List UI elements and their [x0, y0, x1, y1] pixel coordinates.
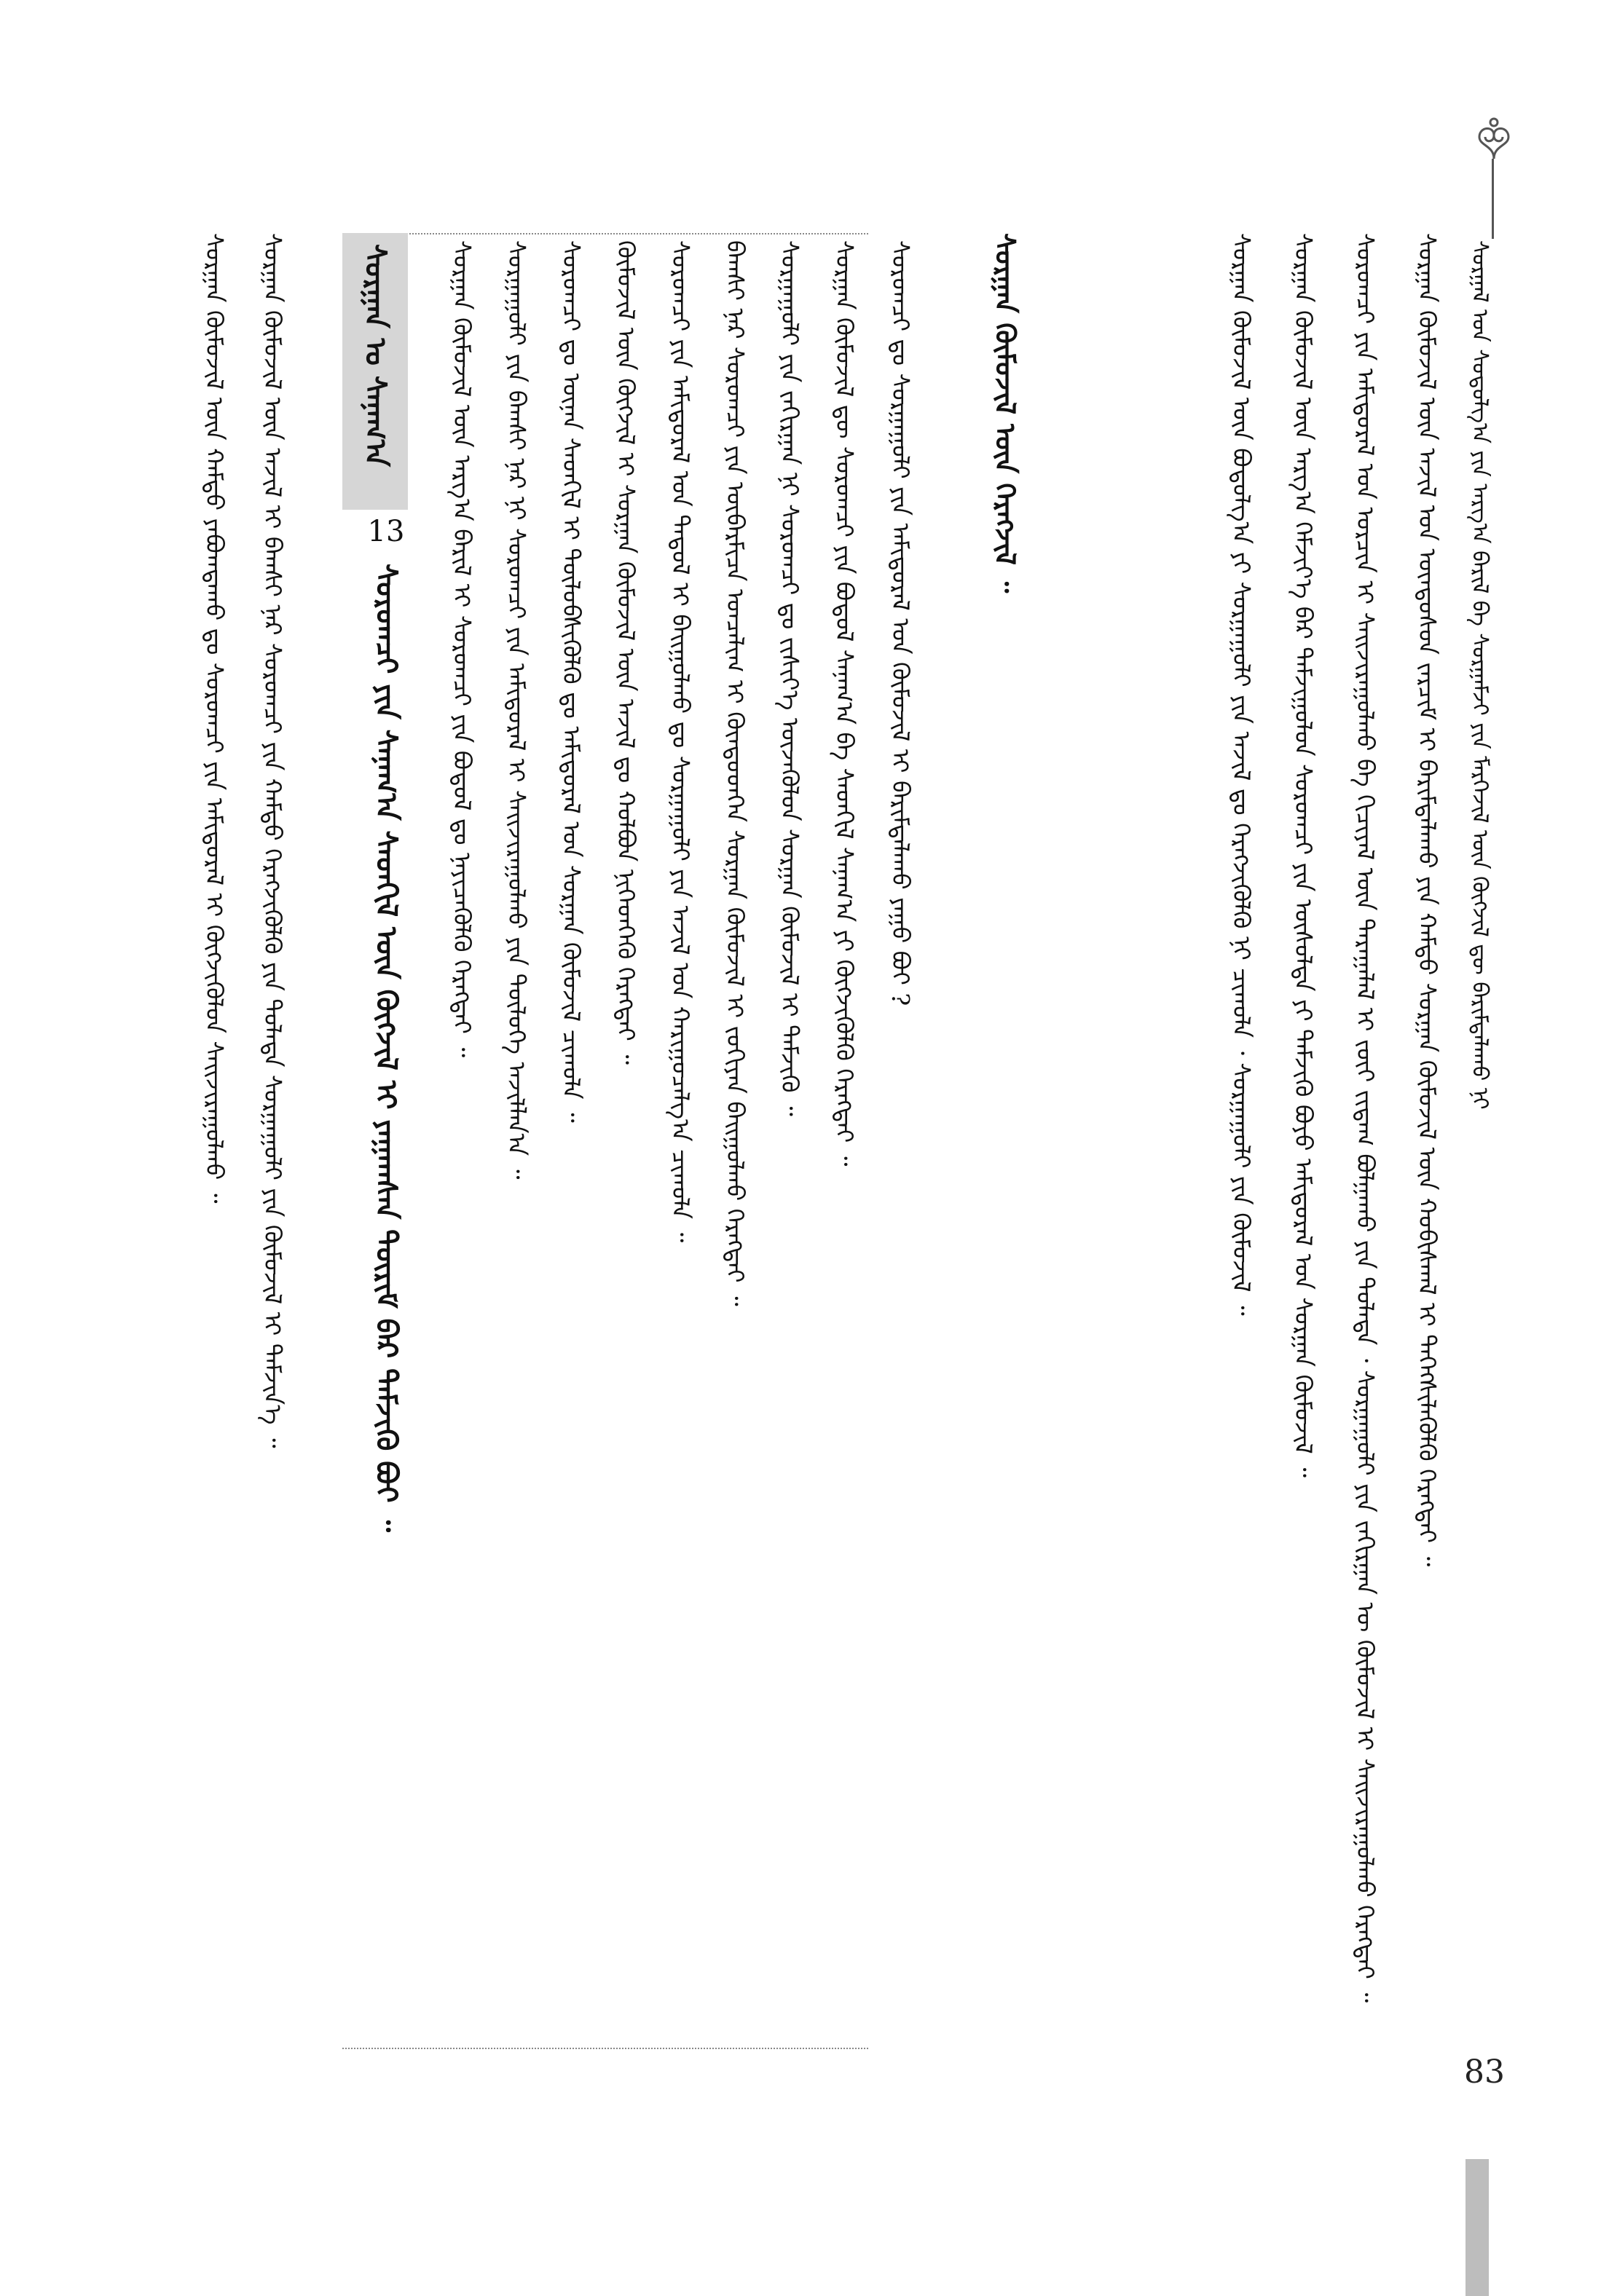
box-label: ᠰᠤᠷᠭᠠᠨ ᠤ ᠰᠠᠨᠠᠭ᠎ᠠ — [358, 244, 393, 467]
paragraph-line: ᠰᠤᠷᠭᠠᠨ ᠬᠦᠮᠦᠵᠢᠯ ᠦᠨ ᠬᠠᠮᠲᠤ ᠶᠠᠪᠤᠭᠳᠠᠬᠤ ᠳᠤ ᠰᠤᠷᠤᠭᠴᠢ ᠶᠢᠨ ᠠᠮᠢᠳᠤᠷᠠᠯ ᠢ ᠬᠥᠭᠵᠢᠭᠦᠯᠦᠨ ᠰᠠᠢᠵᠢᠷᠠᠭᠤᠯᠬᠤ ᠃ — [200, 233, 229, 1204]
box-number: 13 — [367, 515, 405, 548]
paragraph-line: ᠰᠤᠷᠭᠠᠨ ᠬᠦᠮᠦᠵᠢᠯ ᠦᠨ ᠠᠵᠢᠯ ᠢ ᠪᠠᠭᠰᠢ ᠨᠠᠷ ᠰᠤᠷᠤᠭᠴᠢ ᠶᠢᠨ ᠬᠠᠮᠲᠤ ᠬᠡᠷᠡᠭᠵᠢᠭᠦᠯᠬᠦ ᠶᠢᠨ ᠲᠤᠯᠠᠳᠠ ᠰᠤᠷᠭᠠᠭᠤᠯᠢ ᠶᠢᠨ ᠬᠦᠮᠦᠵᠢᠯ ᠢ ᠳᠡᠮᠵᠢᠨ᠎ᠡ ᠃ — [259, 233, 287, 1448]
box-title-text: ᠰᠤᠷᠤᠭᠴᠢ ᠶᠢᠨ ᠰᠠᠨᠠᠭ᠎ᠠ ᠰᠡᠳᠬᠢᠯ ᠦᠨ ᠬᠥᠭᠵᠢᠯ ᠢ ᠶᠠᠭᠠᠭᠰᠠᠨ ᠳᠦᠷᠢᠮ ᠪᠡᠷ ᠳᠡᠮᠵᠢᠬᠦ ᠪᠤᠢ ᠃ — [369, 563, 404, 1532]
thumb-tab — [1465, 2159, 1489, 2296]
page-number: 83 — [1464, 2054, 1505, 2091]
decorative-scroll-icon — [1461, 117, 1527, 160]
box-line: ᠰᠤᠷᠭᠠᠭᠤᠯᠢ ᠶᠢᠨ ᠵᠠᠬᠢᠷᠭᠠᠨ ᠨᠢ ᠰᠤᠷᠤᠭᠴᠢ ᠳᠤ ᠵᠢᠱᠢᠶ᠎ᠡ ᠦᠵᠡᠭᠦᠯᠦᠨ ᠰᠤᠷᠭᠠᠨ ᠬᠦᠮᠦᠵᠢᠯ ᠢ ᠳᠡᠮᠵᠢᠬᠦ ᠃ — [776, 240, 804, 1116]
box-line: ᠰᠤᠷᠤᠭᠴᠢ ᠳᠤ ᠰᠤᠷᠭᠠᠭᠤᠯᠢ ᠶᠢᠨ ᠠᠮᠢᠳᠤᠷᠠᠯ ᠤᠨ ᠬᠦᠮᠦᠵᠢᠯ ᠢ ᠪᠠᠷᠢᠮᠲᠠᠯᠠᠬᠤ ᠶᠠᠭᠤ ᠪᠤᠢ ? — [886, 240, 915, 1006]
running-head-rule — [1492, 159, 1494, 239]
paragraph-line: ᠰᠤᠷᠭᠠᠨ ᠬᠦᠮᠦᠵᠢᠯ ᠦᠨ ᠪᠣᠳᠤᠯᠭ᠎ᠠ ᠶᠢ ᠰᠤᠷᠭᠠᠭᠤᠯᠢ ᠶᠢᠨ ᠠᠵᠢᠯ ᠳᠤ ᠬᠡᠷᠡᠭᠵᠢᠭᠦᠯᠬᠦ ᠨᠢ ᠴᠢᠬᠤᠯᠠ ᠂ ᠰᠤᠷᠭᠠᠭᠤᠯᠢ ᠶᠢᠨ ᠬᠦᠮᠦᠵᠢᠯ ᠃ — [1227, 233, 1256, 1316]
box-line: ᠪᠠᠭᠰᠢ ᠨᠠᠷ ᠰᠤᠷᠤᠭᠴᠢ ᠶᠢᠨ ᠥᠪᠡᠷᠮᠢᠴᠡ ᠣᠨᠴᠠᠯᠢᠭ ᠢ ᠬᠦᠨᠳᠦᠳᠬᠡᠨ ᠰᠤᠷᠭᠠᠨ ᠬᠦᠮᠦᠵᠢᠯ ᠢ ᠵᠣᠬᠢᠶᠠᠨ ᠪᠠᠢᠭᠤᠯᠬᠤ ᠬᠡᠷᠡᠭᠲᠡᠢ ᠃ — [721, 240, 750, 1306]
box-line: ᠬᠦᠮᠦᠵᠢᠯ ᠦᠨ ᠬᠥᠭᠵᠢᠯ ᠢ ᠰᠤᠷᠭᠠᠨ ᠬᠦᠮᠦᠵᠢᠯ ᠦᠨ ᠠᠵᠢᠯ ᠳᠤ ᠬᠣᠯᠪᠣᠨ ᠨᠢᠭᠡᠳᠬᠡᠬᠦ ᠬᠡᠷᠡᠭᠲᠡᠢ ᠃ — [612, 240, 640, 1065]
section-title: ᠰᠤᠷᠭᠠᠨ ᠬᠦᠮᠦᠵᠢᠯ ᠦᠨ ᠬᠡᠷᠡᠭᠵᠢᠯ ᠃ — [989, 233, 1022, 593]
box-line: ᠰᠤᠷᠤᠭᠴᠢ ᠶᠢᠨ ᠠᠮᠢᠳᠤᠷᠠᠯ ᠤᠨ ᠳᠠᠳᠤᠯ ᠢ ᠪᠠᠢᠭᠤᠯᠬᠤ ᠳᠤ ᠰᠤᠷᠭᠠᠭᠤᠯᠢ ᠶᠢᠨ ᠠᠵᠢᠯ ᠤᠨ ᠬᠠᠷᠢᠭᠤᠴᠠᠯᠭ᠎ᠠ ᠴᠢᠬᠤᠯᠠ ᠃ — [666, 240, 695, 1243]
paragraph-line: ᠰᠤᠷᠭᠠᠨ ᠬᠦᠮᠦᠵᠢᠯ ᠦᠨ ᠠᠵᠢᠯ ᠤᠨ ᠦᠨᠳᠦᠰᠦᠨ ᠵᠠᠷᠴᠢᠮ ᠢ ᠪᠠᠷᠢᠮᠲᠠᠯᠠᠬᠤ ᠶᠢᠨ ᠬᠠᠮᠲᠤ ᠰᠤᠷᠭᠠᠨ ᠬᠦᠮᠦᠵᠢᠯ ᠦᠨ ᠬᠤᠪᠢᠰᠬᠠᠯ ᠢ ᠳᠡᠭᠡᠭᠰᠢᠯᠡᠭᠦᠯᠬᠦ ᠬᠡᠷᠡᠭᠲᠡᠢ ᠃ — [1413, 233, 1441, 1567]
box-line: ᠰᠤᠷᠭᠠᠨ ᠬᠦᠮᠦᠵᠢᠯ ᠳᠦ ᠰᠤᠷᠤᠭᠴᠢ ᠶᠢᠨ ᠪᠣᠳᠣᠯ ᠰᠠᠨᠠᠭ᠎ᠠ ᠪᠠ ᠰᠡᠳᠬᠢᠯ ᠰᠠᠨᠠᠭ᠎ᠠ ᠶᠢ ᠬᠥᠭᠵᠢᠭᠦᠯᠬᠦ ᠬᠡᠷᠡᠭᠲᠡᠢ ᠃ — [830, 240, 859, 1167]
box-line: ᠰᠤᠷᠤᠭᠴᠢ ᠳᠤ ᠦᠨᠡᠨ ᠰᠡᠳᠬᠢᠯ ᠢ ᠲᠥᠯᠦᠪᠰᠢᠭᠦᠯᠬᠦ ᠳᠤ ᠠᠮᠢᠳᠤᠷᠠᠯ ᠤᠨ ᠰᠤᠷᠭᠠᠨ ᠬᠦᠮᠦᠵᠢᠯ ᠴᠢᠬᠤᠯᠠ ᠃ — [557, 240, 586, 1123]
box-line: ᠰᠤᠷᠭᠠᠭᠤᠯᠢ ᠶᠢᠨ ᠪᠠᠭᠰᠢ ᠨᠠᠷ ᠨᠢ ᠰᠤᠷᠤᠭᠴᠢ ᠶᠢᠨ ᠠᠮᠢᠳᠤᠷᠠᠯ ᠢ ᠰᠠᠢᠵᠢᠷᠠᠭᠤᠯᠬᠤ ᠶᠢᠨ ᠲᠥᠯᠦᠭᠡ ᠠᠵᠢᠯᠯᠠᠨ᠎ᠠ ᠃ — [503, 240, 531, 1180]
paragraph-line: ᠰᠤᠷᠤᠭᠴᠢ ᠶᠢᠨ ᠠᠮᠢᠳᠤᠷᠠᠯ ᠤᠨ ᠤᠷᠴᠢᠨ ᠢ ᠰᠠᠢᠵᠢᠷᠠᠭᠤᠯᠬᠤ ᠪᠠ ᠬᠢᠴᠢᠶᠡᠯ ᠦᠨ ᠳᠠᠷᠠᠭᠠᠯᠠᠯ ᠢ ᠵᠦᠢ ᠵᠢᠳᠠᠭ ᠪᠣᠯᠭᠠᠬᠤ ᠶᠢᠨ ᠲᠤᠯᠠᠳᠠ ᠂ ᠰᠤᠷᠭᠠᠭᠤᠯᠢ ᠶᠢᠨ ᠵᠠᠬᠢᠷᠭᠠᠨ ᠦ ᠬᠦᠮᠦᠵᠢᠯ ᠢ ᠰᠠᠢᠵᠢᠷᠠᠭᠤᠯᠬᠤ ᠬᠡᠷᠡᠭᠲᠡᠢ ᠃ — [1351, 233, 1380, 2003]
running-head: ᠰᠤᠷᠭᠠᠯ ᠤᠨ ᠰᠤᠳᠤᠯᠭ᠎ᠠ ᠶᠢᠨ ᠠᠷᠭ᠎ᠠ ᠪᠠᠷᠢᠯ ᠪᠠ ᠰᠤᠷᠭᠠᠮᠵᠢ ᠶᠢᠨ ᠮᠡᠷᠭᠡᠵᠢᠯ ᠦᠨ ᠬᠦᠭᠵᠢᠯ ᠳᠦ ᠪᠠᠷᠢᠮᠲᠠᠯᠠᠬᠤ ᠨᠢ — [1467, 240, 1492, 1110]
box-line: ᠰᠤᠷᠭᠠᠨ ᠬᠦᠮᠦᠵᠢᠯ ᠦᠨ ᠠᠷᠭ᠎ᠠ ᠪᠠᠷᠢᠯ ᠢ ᠰᠤᠷᠤᠭᠴᠢ ᠶᠢᠨ ᠪᠣᠳᠣᠯ ᠳᠤ ᠨᠡᠶᠢᠴᠡᠭᠦᠯᠬᠦ ᠬᠡᠷᠡᠭᠲᠡᠢ ᠃ — [448, 240, 476, 1058]
paragraph-line: ᠰᠤᠷᠭᠠᠨ ᠬᠦᠮᠦᠵᠢᠯ ᠦᠨ ᠠᠷᠭ᠎ᠠ ᠬᠡᠮᠵᠢᠶ᠎ᠡ ᠪᠡᠷ ᠳᠠᠮᠵᠢᠭᠤᠯᠤᠨ ᠰᠤᠷᠤᠭᠴᠢ ᠶᠢᠨ ᠥᠰᠦᠯᠲᠡ ᠶᠢ ᠳᠡᠮᠵᠢᠬᠦ ᠪᠤᠶᠤ ᠠᠮᠢᠳᠤᠷᠠᠯ ᠤᠨ ᠰᠤᠷᠭᠠᠨ ᠬᠦᠮᠦᠵᠢᠯ ᠃ — [1289, 233, 1318, 1478]
